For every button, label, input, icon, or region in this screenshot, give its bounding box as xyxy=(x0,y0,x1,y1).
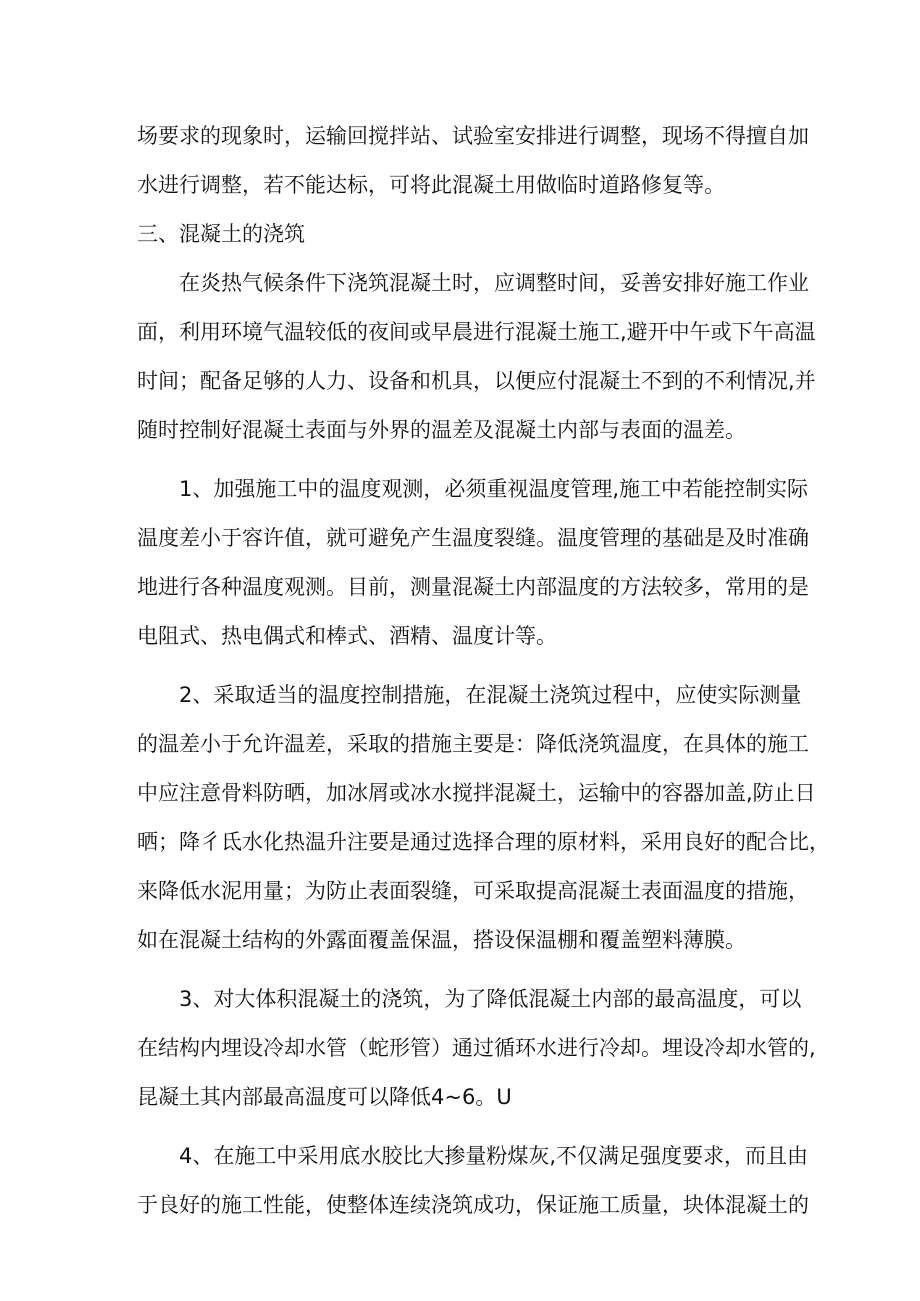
paragraph-line: 昆凝土其内部最高温度可以降低4~6。U xyxy=(137,1085,512,1109)
paragraph-line: 场要求的现象时，运输回搅拌站、试验室安排进行调整，现场不得擅自加 xyxy=(137,124,809,148)
paragraph-line: 如在混凝土结构的外露面覆盖保温，搭设保温棚和覆盖塑料薄膜。 xyxy=(137,928,746,952)
paragraph-line: 中应注意骨料防晒，加冰屑或冰水搅拌混凝土，运输中的容器加盖,防止日 xyxy=(137,781,816,805)
paragraph-line: 1、加强施工中的温度观测，必须重视温度管理,施工中若能控制实际 xyxy=(179,477,809,501)
paragraph-line: 水进行调整，若不能达标，可将此混凝土用做临时道路修复等。 xyxy=(137,173,725,197)
paragraph-line: 地进行各种温度观测。目前，测量混凝土内部温度的方法较多，常用的是 xyxy=(137,575,809,599)
paragraph-line: 于良好的施工性能，使整体连续浇筑成功，保证施工质量，块体混凝土的 xyxy=(137,1193,809,1217)
paragraph-gap xyxy=(137,661,797,671)
paragraph-line: 3、对大体积混凝土的浇筑，为了降低混凝土内部的最高温度，可以 xyxy=(179,987,802,1011)
paragraph-gap xyxy=(137,455,797,465)
paragraph-gap xyxy=(137,1122,797,1132)
paragraph-line: 在炎热气候条件下浇筑混凝土时，应调整时间，妥善安排好施工作业 xyxy=(179,271,809,295)
paragraph-line: 在结构内埋设冷却水管（蛇形管）通过循环水进行冷却。埋设冷却水管的, xyxy=(137,1036,816,1060)
paragraph-line: 4、在施工中采用底水胶比大掺量粉煤灰,不仅满足强度要求，而且由 xyxy=(179,1144,809,1168)
paragraph-line: 2、采取适当的温度控制措施，在混凝土浇筑过程中，应使实际测量 xyxy=(179,683,802,707)
paragraph-line: 随时控制好混凝土表面与外界的温差及混凝土内部与表面的温差。 xyxy=(137,418,746,442)
paragraph-gap xyxy=(137,965,797,975)
paragraph-line: 电阻式、热电偶式和棒式、酒精、温度计等。 xyxy=(137,624,557,648)
section-heading: 三、混凝土的浇筑 xyxy=(137,222,305,246)
paragraph-line: 面，利用环境气温较低的夜间或早晨进行混凝土施工,避开中午或下午高温 xyxy=(137,320,816,344)
paragraph-line: 的温差小于允许温差，采取的措施主要是：降低浇筑温度，在具体的施工 xyxy=(137,732,809,756)
paragraph-line: 晒；降彳氐水化热温升注要是通过选择合理的原材料，采用良好的配合比， xyxy=(137,830,830,854)
document-body xyxy=(137,112,830,1230)
paragraph-line: 时间；配备足够的人力、设备和机具，以便应付混凝土不到的不利情况,并 xyxy=(137,369,816,393)
paragraph-line: 来降低水泥用量；为防止表面裂缝，可采取提高混凝土表面温度的措施， xyxy=(137,879,809,903)
paragraph-line: 温度差小于容许值，就可避免产生温度裂缝。温度管理的基础是及时准确 xyxy=(137,526,809,550)
